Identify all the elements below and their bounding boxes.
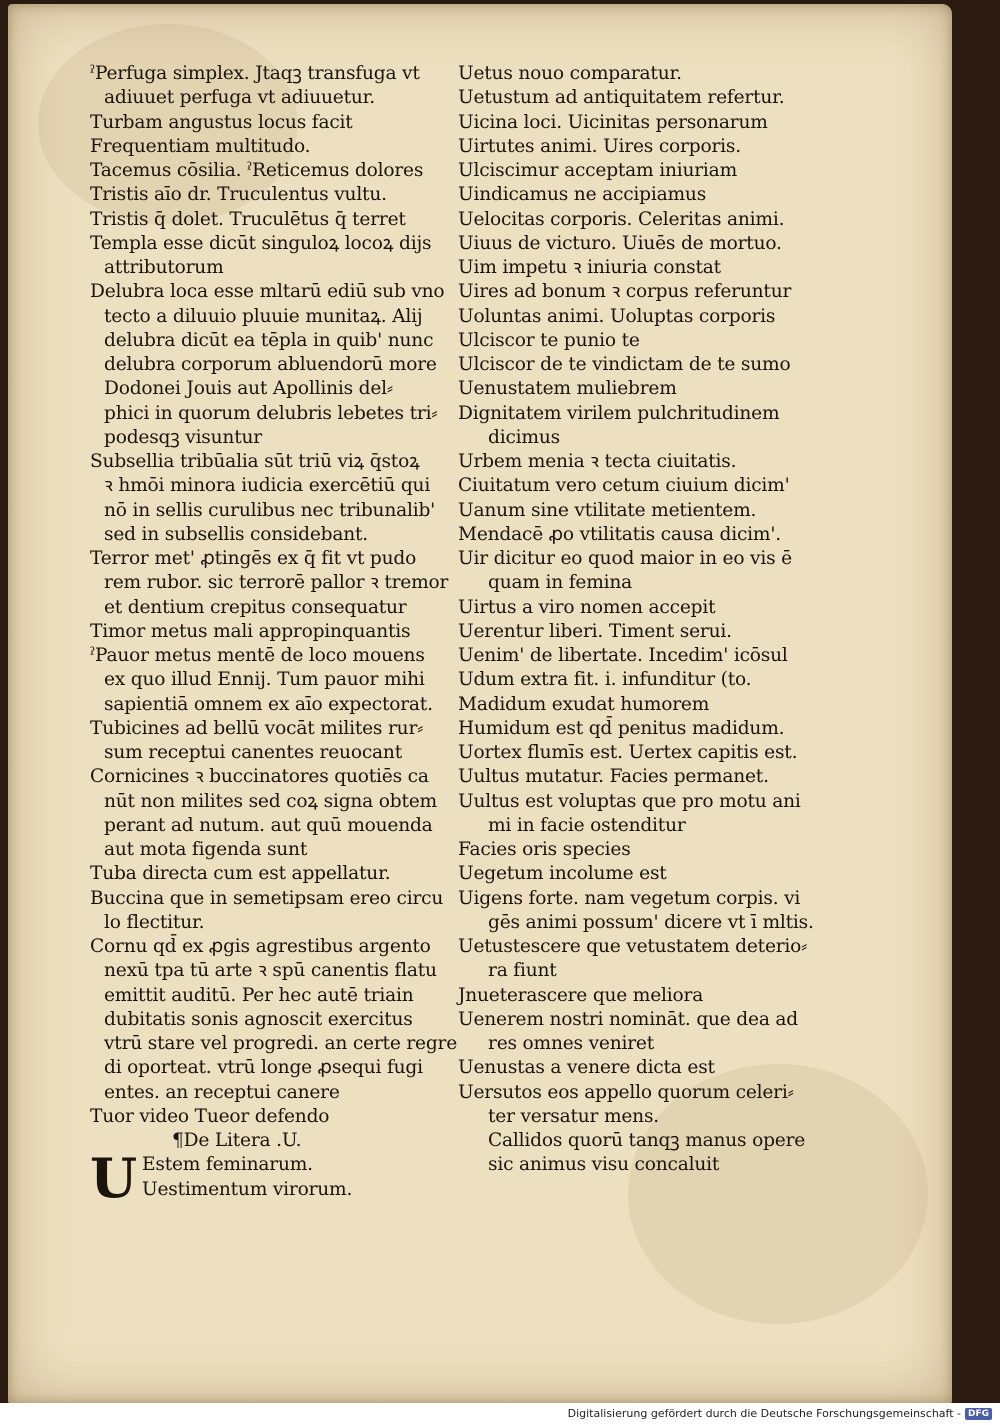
text-line: quam in femina bbox=[488, 572, 633, 594]
text-line: Delubra loca esse mltarū ediū sub vno bbox=[90, 281, 445, 303]
footer-text: Digitalisierung gefördert durch die Deutsche Forschungsgemeinschaft - bbox=[567, 1407, 961, 1420]
text-line: perant ad nutum. aut quū mouenda bbox=[104, 814, 433, 836]
text-line: ˀPauor metus mentē de loco mouens bbox=[90, 645, 425, 666]
text-line: nūt non milites sed coꝝ signa obtem bbox=[104, 790, 437, 812]
text-line: Uelocitas corporis. Celeritas animi. bbox=[458, 208, 785, 230]
text-line: ex quo illud Ennij. Tum pauor mihi bbox=[104, 669, 425, 691]
right-text-column bbox=[458, 62, 848, 1178]
text-line: Uires ad bonum ꝛ corpus referuntur bbox=[458, 281, 792, 303]
text-line: Uenim' de libertate. Incedim' icōsul bbox=[458, 645, 788, 666]
text-line: sum receptui canentes reuocant bbox=[104, 742, 402, 763]
text-line: vtrū stare vel progredi. an certe regre bbox=[104, 1033, 458, 1054]
text-line: Uegetum incolume est bbox=[458, 863, 667, 885]
text-line: res omnes veniret bbox=[488, 1033, 654, 1054]
text-line: Dignitatem virilem pulchritudinem bbox=[458, 402, 780, 424]
text-line: Uir dicitur eo quod maior in eo vis ē bbox=[458, 548, 792, 569]
text-line: Uirtus a viro nomen accepit bbox=[458, 596, 716, 618]
text-line: Facies oris species bbox=[458, 839, 631, 860]
text-line: ꝛ hmōi minora iudicia exercētiū qui bbox=[104, 475, 431, 497]
text-line: Uetus nouo comparatur. bbox=[458, 63, 682, 84]
text-line: Udum extra fit. i. infunditur (to. bbox=[458, 669, 752, 691]
text-line: sapientiā omnem ex aīo expectorat. bbox=[104, 693, 433, 715]
text-line: Tuba directa cum est appellatur. bbox=[90, 863, 391, 885]
text-line: attributorum bbox=[104, 257, 224, 278]
text-line: Timor metus mali appropinquantis bbox=[90, 620, 411, 642]
text-line: mi in facie ostenditur bbox=[488, 814, 686, 836]
text-line: ra fiunt bbox=[488, 960, 557, 982]
text-line: Templa esse dicūt singuloꝝ locoꝝ dijs bbox=[90, 232, 432, 254]
text-line: Uindicamus ne accipiamus bbox=[458, 184, 707, 206]
text-line: Uerentur liberi. Timent serui. bbox=[458, 620, 732, 642]
text-line: tecto a diluuio pluuie munitaꝝ. Alij bbox=[104, 305, 423, 327]
text-line: ter versatur mens. bbox=[488, 1105, 660, 1127]
text-line: Uestimentum virorum. bbox=[142, 1178, 353, 1200]
text-line: Uultus mutatur. Facies permanet. bbox=[458, 766, 769, 788]
text-line: Uenustatem muliebrem bbox=[458, 378, 677, 400]
dfg-logo-icon: DFG bbox=[965, 1408, 992, 1420]
text-line: Uetustescere que vetustatem deterio⸗ bbox=[458, 936, 808, 957]
text-line: Uiuus de victuro. Uiuēs de mortuo. bbox=[458, 232, 782, 254]
text-line: Urbem menia ꝛ tecta ciuitatis. bbox=[458, 451, 737, 472]
text-line: Madidum exudat humorem bbox=[458, 693, 710, 715]
text-line: Uenustas a venere dicta est bbox=[458, 1057, 715, 1079]
text-line: Uim impetu ꝛ iniuria constat bbox=[458, 257, 721, 278]
text-line: Estem feminarum. bbox=[142, 1154, 313, 1176]
text-line: Ulciscimur acceptam iniuriam bbox=[458, 160, 737, 181]
text-line: Turbam angustus locus facit bbox=[90, 111, 353, 133]
text-line: Uultus est voluptas que pro motu ani bbox=[458, 790, 801, 812]
initial-block bbox=[90, 1146, 468, 1211]
text-line: nexū tpa tū arte ꝛ spū canentis flatu bbox=[104, 960, 437, 982]
text-line: Callidos quorū tanqꝫ manus opere bbox=[488, 1130, 806, 1151]
text-line: aut mota figenda sunt bbox=[104, 839, 308, 860]
text-line: entes. an receptui canere bbox=[104, 1081, 340, 1103]
text-line: Uortex flumīs est. Uertex capitis est. bbox=[458, 742, 798, 763]
text-line: Uersutos eos appello quorum celeri⸗ bbox=[458, 1081, 794, 1103]
section-rubric: ¶De Litera .U. bbox=[172, 1130, 302, 1151]
text-line: ˀPerfuga simplex. Jtaqꝫ transfuga vt bbox=[90, 63, 420, 84]
text-line: Cornicines ꝛ buccinatores quotiēs ca bbox=[90, 766, 429, 788]
text-line: Dodonei Jouis aut Apollinis del⸗ bbox=[104, 378, 393, 400]
text-line: Tacemus cōsilia. ˀReticemus dolores bbox=[90, 160, 424, 181]
text-line: Cornu qd̄ ex ꝓgis agrestibus argento bbox=[90, 936, 431, 957]
text-line: adiuuet perfuga vt adiuuetur. bbox=[104, 87, 375, 109]
text-line: emittit auditū. Per hec autē triain bbox=[104, 984, 414, 1006]
text-line: nō in sellis curulibus nec tribunalib' bbox=[104, 499, 436, 521]
text-line: Ulciscor te punio te bbox=[458, 329, 640, 351]
text-line: Buccina que in semetipsam ereo circu bbox=[90, 887, 444, 909]
text-line: Mendacē ꝓo vtilitatis causa dicim'. bbox=[458, 523, 781, 545]
text-line: Uirtutes animi. Uires corporis. bbox=[458, 135, 741, 157]
text-line: Uicina loci. Uicinitas personarum bbox=[458, 111, 768, 133]
text-line: dubitatis sonis agnoscit exercitus bbox=[104, 1008, 413, 1030]
text-line: phici in quorum delubris lebetes tri⸗ bbox=[104, 402, 438, 424]
text-line: di oporteat. vtrū longe ꝓsequi fugi bbox=[104, 1057, 423, 1079]
text-line: podesqꝫ visuntur bbox=[104, 426, 262, 448]
text-line: Terror met' ꝓtingēs ex q̄ fit vt pudo bbox=[90, 548, 417, 569]
text-line: sed in subsellis considebant. bbox=[104, 523, 368, 545]
text-line: Uoluntas animi. Uoluptas corporis bbox=[458, 305, 776, 327]
text-line: dicimus bbox=[488, 426, 560, 448]
text-line: Ciuitatum vero cetum ciuium dicim' bbox=[458, 475, 790, 497]
text-line: Uetustum ad antiquitatem refertur. bbox=[458, 87, 785, 109]
text-line: gēs animi possum' dicere vt ī mltis. bbox=[488, 911, 814, 933]
text-line: Subsellia tribūalia sūt triū viꝝ q̄stoꝝ bbox=[90, 451, 420, 472]
text-line: Tristis q̄ dolet. Truculētus q̄ terret bbox=[90, 208, 406, 230]
text-line: Tuor video Tueor defendo bbox=[90, 1105, 330, 1127]
footer-credit bbox=[568, 1407, 992, 1420]
text-line: sic animus visu concaluit bbox=[488, 1154, 720, 1176]
text-line: Humidum est qd̄ penitus madidum. bbox=[458, 717, 785, 739]
text-line: Uanum sine vtilitate metientem. bbox=[458, 499, 757, 521]
text-line: Tristis aīo dr. Truculentus vultu. bbox=[90, 184, 387, 206]
text-line: Ulciscor de te vindictam de te sumo bbox=[458, 354, 791, 375]
decorated-initial: U bbox=[90, 1146, 137, 1211]
text-line: delubra corporum abluendorū more bbox=[104, 354, 437, 375]
text-line: lo flectitur. bbox=[104, 911, 205, 933]
text-line: Frequentiam multitudo. bbox=[90, 135, 311, 157]
text-line: et dentium crepitus consequatur bbox=[104, 596, 407, 618]
left-text-column bbox=[90, 62, 468, 1211]
text-line: rem rubor. sic terrorē pallor ꝛ tremor bbox=[104, 572, 449, 594]
text-line: Tubicines ad bellū vocāt milites rur⸗ bbox=[90, 717, 424, 739]
text-line: Uigens forte. nam vegetum corpis. vi bbox=[458, 887, 801, 909]
text-line: Uenerem nostri nomināt. que dea ad bbox=[458, 1008, 798, 1030]
text-line: Jnueterascere que meliora bbox=[458, 984, 704, 1006]
text-line: delubra dicūt ea tēpla in quib' nunc bbox=[104, 329, 434, 351]
